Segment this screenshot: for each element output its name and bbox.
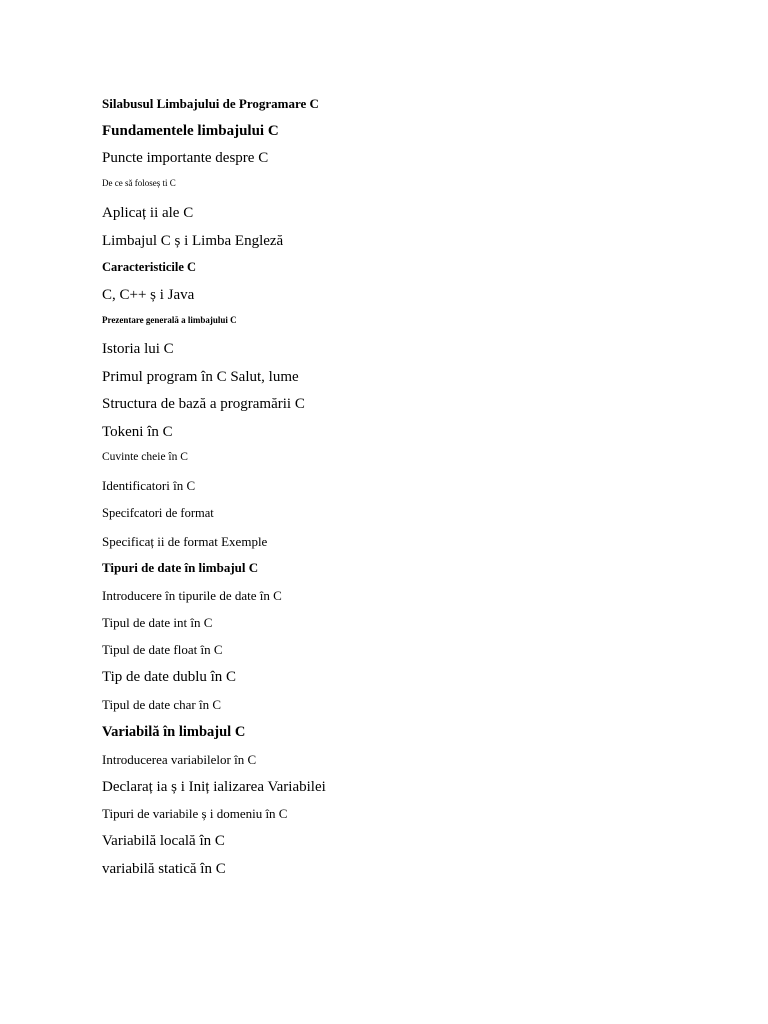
section-heading: Variabilă în limbajul C — [102, 724, 246, 740]
syllabus-item: Tipuri de variabile ș i domeniu în C — [102, 806, 288, 821]
syllabus-item: De ce să foloseș ti C — [102, 178, 176, 188]
syllabus-item: C, C++ ș i Java — [102, 287, 195, 303]
syllabus-item: Cuvinte cheie în C — [102, 451, 188, 463]
syllabus-item: Variabilă locală în C — [102, 833, 225, 849]
syllabus-item: Prezentare generală a limbajului C — [102, 315, 237, 325]
syllabus-item: Aplicaț ii ale C — [102, 205, 194, 221]
syllabus-item: Specificaț ii de format Exemple — [102, 534, 268, 549]
syllabus-item: Declaraț ia ș i Iniț ializarea Variabilei — [102, 779, 326, 795]
syllabus-item: variabilă statică în C — [102, 861, 226, 877]
syllabus-item: Primul program în C Salut, lume — [102, 369, 299, 385]
syllabus-item: Tip de date dublu în C — [102, 669, 237, 685]
section-heading: Tipuri de date în limbajul C — [102, 560, 259, 575]
syllabus-item: Tipul de date char în C — [102, 697, 222, 712]
syllabus-item: Introducerea variabilelor în C — [102, 752, 257, 767]
syllabus-item: Structura de bază a programării C — [102, 396, 305, 412]
syllabus-item: Introducere în tipurile de date în C — [102, 588, 282, 603]
syllabus-title: Silabusul Limbajului de Programare C — [102, 96, 319, 111]
syllabus-item: Istoria lui C — [102, 341, 174, 357]
syllabus-item: Limbajul C ș i Limba Engleză — [102, 233, 284, 249]
syllabus-item: Tipul de date float în C — [102, 642, 223, 657]
syllabus-item: Identificatori în C — [102, 478, 196, 493]
syllabus-item: Puncte importante despre C — [102, 150, 269, 166]
syllabus-item: Caracteristicile C — [102, 260, 197, 274]
section-heading: Fundamentele limbajului C — [102, 123, 279, 139]
syllabus-item: Tokeni în C — [102, 424, 173, 440]
syllabus-item: Specifcatori de format — [102, 506, 214, 520]
syllabus-item: Tipul de date int în C — [102, 615, 213, 630]
